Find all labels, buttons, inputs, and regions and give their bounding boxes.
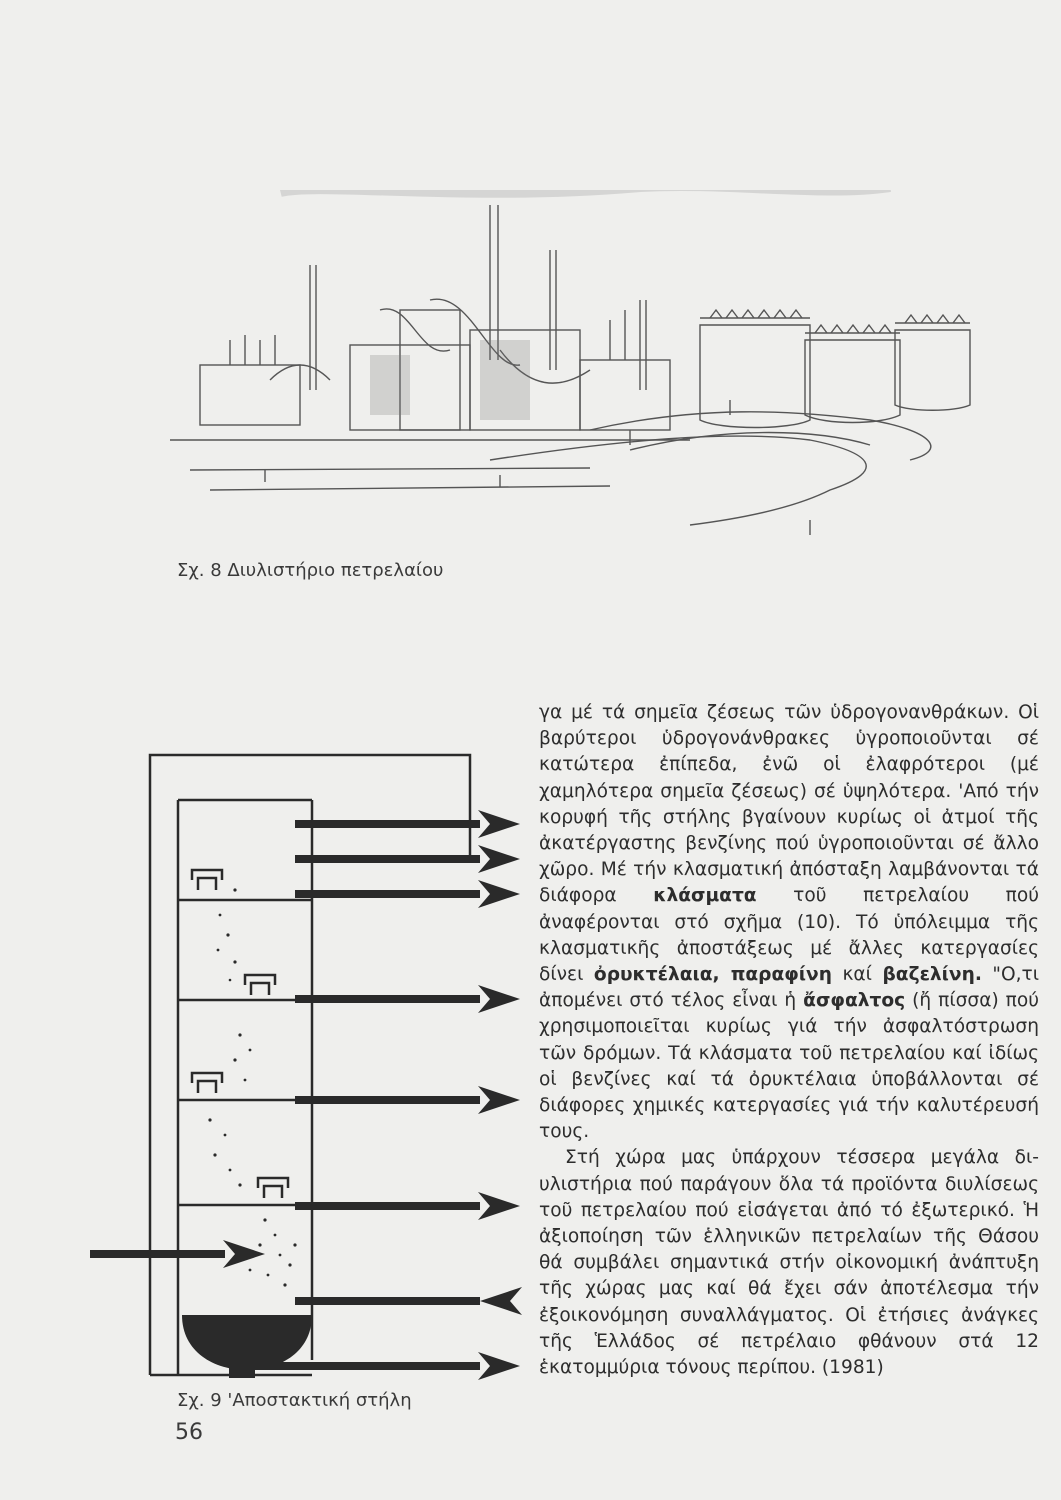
figure-8-caption: Σχ. 8 Διυλιστήριο πετρελαίου bbox=[177, 560, 444, 581]
paragraph-1: γα μέ τά σημεῖα ζέσεως τῶν ὑδρογονανθράκων. Οἱ βαρύτεροι ὑδρογονάνθρακες ὑγροποιοῦνται σέ κατώτερα ἐπίπεδα, ἐνῶ οἱ ἐλαφρότεροι (μέ χαμηλότερα σημεῖα ζέσεως) σέ ὑψηλότερα. 'Από τήν κορυφή τῆς στήλης βγαίνουν κυρίως οἱ ἀτμοί τῆς ἀκατέργαστης βενζίνης πού ὑγροποιοῦνται σέ ἄλλο χῶρο. Μέ τήν κλασματική ἀπόσταξη λαμβάνονται τά διάφορα κλάσματα τοῦ πετρελαίου πού ἀναφέρονται στό σχῆμα (10). Τό ὑπόλειμμα τῆς κλασματικῆς ἀποστάξεως μέ ἄλλες κατεργασίες δίνει ὀρυκτέλαια, παραφίνη καί βαζελίνη. "Ο,τι ἀπομένει στό τέλος εἶναι ἡ ἄσφαλτος (ἤ πίσσα) πού χρησιμοποιεῖται κυρίως γιά τήν ἀσφαλτόστρωση τῶν δρόμων. Τά κλάσματα τοῦ πετρελαίου καί ἰδίως οἱ βενζίνες καί τά ὀρυκτέλαια ὑποβάλλονται σέ διάφορες χημικές κατεργασίες γιά τήν καλυτέρευσή τους. bbox=[539, 702, 1040, 1143]
term-asfaltos: ἄσφαλτος bbox=[803, 990, 906, 1012]
refinery-sketch bbox=[170, 190, 1050, 560]
term-vazelini: βαζελίνη. bbox=[882, 964, 982, 986]
refinery-illustration bbox=[170, 190, 1050, 560]
figure-9-caption: Σχ. 9 'Αποστακτική στήλη bbox=[177, 1390, 412, 1411]
term-oryktelaia-parafini: ὀρυκτέλαια, παραφίνη bbox=[593, 964, 832, 986]
distillation-column-diagram bbox=[90, 740, 530, 1390]
page-number: 56 bbox=[175, 1420, 203, 1445]
paragraph-2: Στή χώρα μας ὑπάρχουν τέσσερα μεγάλα διυλιστήρια πού παράγουν ὅλα τά προϊόντα διυλίσεως τοῦ πετρελαίου πού εἰσάγεται ἀπό τό ἐξωτερικό. Ἡ ἀξιοποίηση τῶν ἑλληνικῶν πετρελαίων τῆς Θάσου θά συμβάλει σημαντικά στήν οἰκονομική ἀνάπτυξη τῆς χώρας μας καί θά ἔχει σάν ἀποτέλεσμα τήν ἐξοικονόμηση συναλλάγματος. Οἱ ἐτήσιες ἀνάγκες τῆς Ἑλλάδος σέ πετρέλαιο φθάνουν στά 12 ἑκατομμύρια τόνους περίπου. (1981) bbox=[539, 1147, 1039, 1379]
distillation-column-illustration bbox=[90, 740, 530, 1390]
term-klasmata: κλάσματα bbox=[653, 885, 757, 907]
body-text bbox=[539, 700, 1039, 1381]
